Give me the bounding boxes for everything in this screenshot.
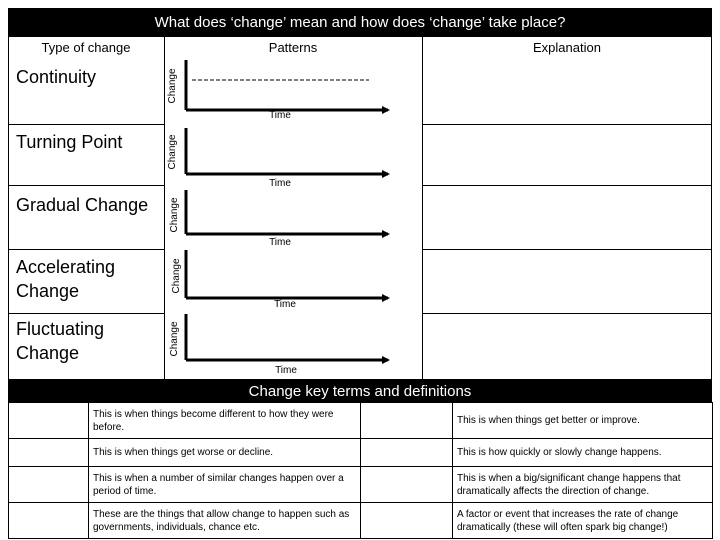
turning-point-axes: [186, 128, 388, 174]
y-axis-label: Change: [167, 134, 178, 170]
accelerating-change-axes: [186, 250, 388, 298]
page-title: What does ‘change’ mean and how does ‘change’ take place?: [8, 8, 712, 36]
type-continuity: Continuity: [16, 67, 97, 87]
definition-cell: These are the things that allow change to happen such as governments, individuals, chance etc.: [89, 503, 361, 539]
term-cell[interactable]: [361, 403, 453, 439]
type-fluctuating-change: Fluctuating Change: [16, 319, 105, 363]
term-cell[interactable]: [9, 467, 89, 503]
term-cell[interactable]: [361, 439, 453, 467]
x-axis-label: Time: [269, 237, 291, 248]
x-axis-label: Time: [269, 110, 291, 121]
term-cell[interactable]: [361, 503, 453, 539]
fluctuating-change-axes: [186, 314, 388, 360]
key-terms-heading: Change key terms and definitions: [8, 380, 712, 402]
y-axis-label: Change: [169, 321, 180, 357]
definition-cell: A factor or event that increases the rate of change dramatically (these will often spark big change!): [453, 503, 713, 539]
definition-cell: This is when things get worse or decline.: [89, 439, 361, 467]
row-divider: [8, 185, 164, 186]
row-divider: [8, 124, 164, 125]
row-divider: [422, 313, 712, 314]
definition-cell: This is when things become different to how they were before.: [89, 403, 361, 439]
row-divider: [422, 124, 712, 125]
definition-cell: This is how quickly or slowly change happens.: [453, 439, 713, 467]
x-axis-label: Time: [274, 299, 296, 310]
table-row: [9, 503, 713, 539]
continuity-axes: [186, 60, 388, 110]
x-axis-label: Time: [269, 178, 291, 189]
definition-cell: This is when things get better or improve.: [453, 403, 713, 439]
term-cell[interactable]: [9, 503, 89, 539]
row-divider: [422, 185, 712, 186]
y-axis-label: Change: [167, 68, 178, 104]
table-row: [9, 467, 713, 503]
table-row: [9, 439, 713, 467]
y-axis-label: Change: [169, 197, 180, 233]
type-accelerating-change: Accelerating Change: [16, 257, 116, 301]
term-cell[interactable]: [361, 467, 453, 503]
row-divider: [422, 249, 712, 250]
term-cell[interactable]: [9, 403, 89, 439]
header-patterns: Patterns: [268, 40, 318, 55]
row-divider: [8, 313, 164, 314]
y-axis-label: Change: [171, 258, 182, 294]
table-row: [9, 403, 713, 439]
type-gradual-change: Gradual Change: [16, 195, 149, 215]
x-axis-label: Time: [275, 365, 297, 376]
row-divider: [8, 249, 164, 250]
definition-cell: This is when a big/significant change happens that dramatically affects the direction of change.: [453, 467, 713, 503]
definition-cell: This is when a number of similar changes happen over a period of time.: [89, 467, 361, 503]
type-turning-point: Turning Point: [16, 132, 123, 152]
pattern-axes: [164, 36, 422, 380]
header-type: Type of change: [41, 40, 131, 55]
gradual-change-axes: [186, 190, 388, 234]
term-cell[interactable]: [9, 439, 89, 467]
header-explanation: Explanation: [533, 40, 601, 55]
definitions-table: [8, 402, 713, 539]
column-divider: [422, 36, 423, 380]
